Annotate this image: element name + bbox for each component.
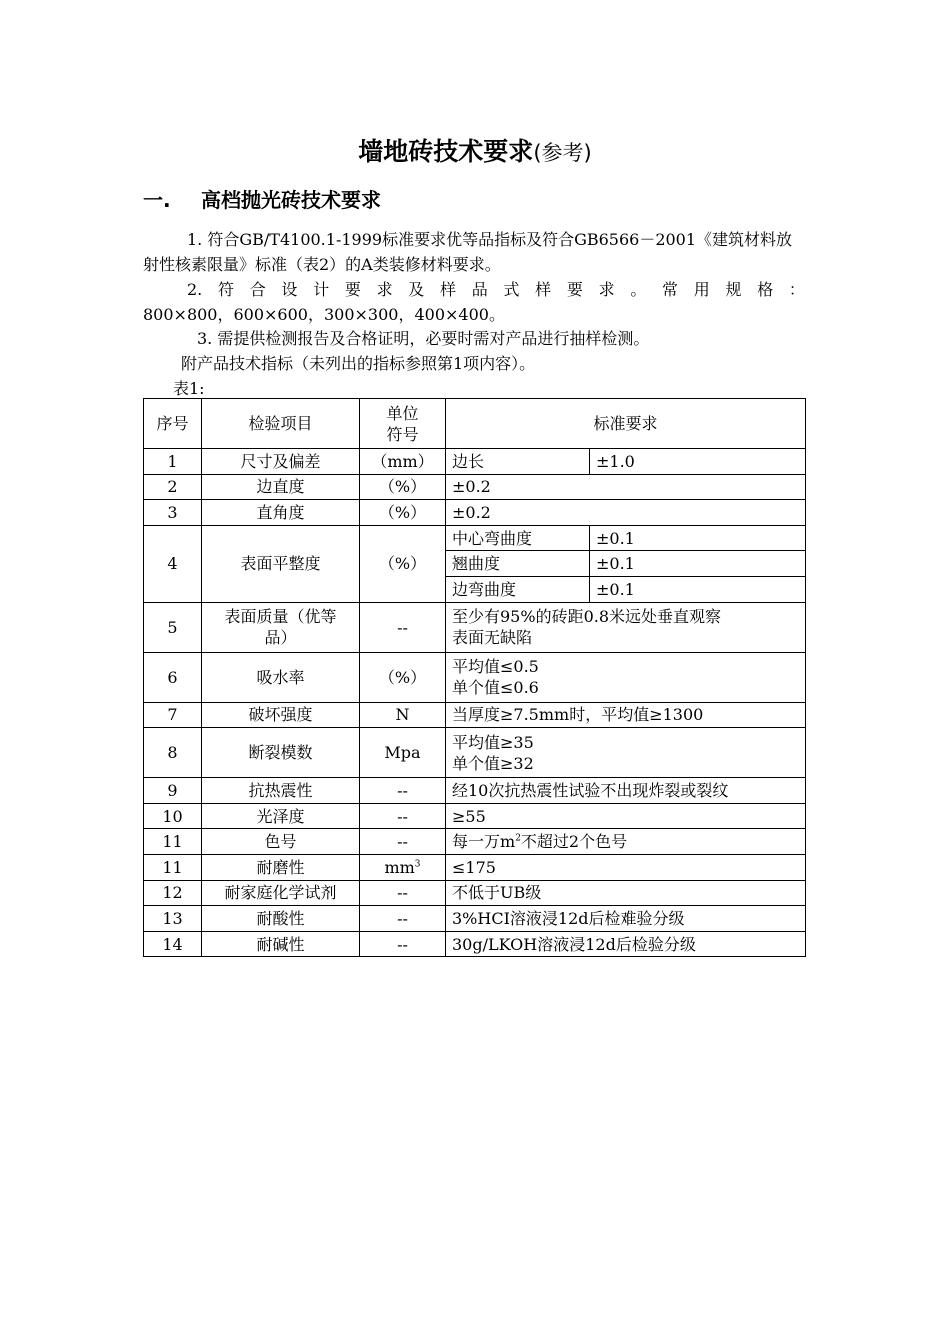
document-title bbox=[0, 132, 950, 173]
cell-unit: （%） bbox=[360, 525, 446, 602]
paragraph-2 bbox=[143, 277, 805, 327]
table-row bbox=[144, 829, 806, 855]
cell-no: 9 bbox=[144, 778, 202, 804]
cell-no: 14 bbox=[144, 931, 202, 957]
table-row bbox=[144, 652, 806, 702]
p2-char: 设 bbox=[281, 280, 298, 299]
cell-unit: -- bbox=[360, 880, 446, 906]
cell-no: 5 bbox=[144, 602, 202, 652]
cell-unit: -- bbox=[360, 931, 446, 957]
cell-sub: 边长 bbox=[446, 449, 590, 475]
cell-req-post: 不超过2个色号 bbox=[520, 832, 628, 852]
header-unit-line2: 符号 bbox=[386, 424, 419, 444]
p2-char: 符 bbox=[217, 280, 234, 299]
cell-item: 耐家庭化学试剂 bbox=[202, 880, 360, 906]
cell-req-line2: 单个值≥32 bbox=[452, 753, 534, 773]
cell-item: 表面平整度 bbox=[202, 525, 360, 602]
cell-no: 7 bbox=[144, 702, 202, 728]
title-sub: (参考) bbox=[533, 141, 592, 165]
cell-no: 6 bbox=[144, 652, 202, 702]
header-req: 标准要求 bbox=[446, 399, 806, 449]
cell-item: 耐磨性 bbox=[202, 854, 360, 880]
table-row bbox=[144, 854, 806, 880]
cell-no: 12 bbox=[144, 880, 202, 906]
header-no: 序号 bbox=[144, 399, 202, 449]
paragraph-2-line-2: 800×800，600×600，300×300，400×400。 bbox=[143, 305, 505, 324]
p2-char: 样 bbox=[440, 280, 457, 299]
paragraph-2-line-1 bbox=[143, 277, 805, 302]
table-row bbox=[144, 728, 806, 778]
cell-req: 经10次抗热震性试验不出现炸裂或裂纹 bbox=[446, 778, 806, 804]
cell-req: ≤175 bbox=[446, 854, 806, 880]
cell-req: 当厚度≥7.5mm时，平均值≥1300 bbox=[446, 702, 806, 728]
header-unit-line1: 单位 bbox=[386, 403, 419, 423]
cell-unit: -- bbox=[360, 829, 446, 855]
p2-char: 要 bbox=[566, 280, 583, 299]
cell-unit: -- bbox=[360, 778, 446, 804]
p2-char: 格 bbox=[757, 280, 774, 299]
cell-item: 光泽度 bbox=[202, 803, 360, 829]
cell-no: 13 bbox=[144, 906, 202, 932]
header-item: 检验项目 bbox=[202, 399, 360, 449]
cell-no: 8 bbox=[144, 728, 202, 778]
paragraph-1: 1. 符合GB/T4100.1-1999标准要求优等品指标及符合GB6566－2001《建筑材料放射性核素限量》标准（表2）的A类装修材料要求。 bbox=[143, 230, 793, 274]
table-row bbox=[144, 906, 806, 932]
table-row bbox=[144, 931, 806, 957]
cell-req: 3%HCI溶液浸12d后检难验分级 bbox=[446, 906, 806, 932]
cell-req: ≥55 bbox=[446, 803, 806, 829]
cell-req bbox=[446, 602, 806, 652]
cell-unit bbox=[360, 854, 446, 880]
cell-req-sup: 2 bbox=[515, 833, 521, 844]
cell-no: 11 bbox=[144, 829, 202, 855]
cell-item-line2: 品） bbox=[264, 628, 297, 648]
cell-req-line2: 单个值≤0.6 bbox=[452, 678, 539, 698]
cell-no: 10 bbox=[144, 803, 202, 829]
cell-unit-pre: mm bbox=[384, 857, 415, 877]
cell-item-line1: 表面质量（优等 bbox=[224, 607, 337, 627]
cell-req bbox=[446, 728, 806, 778]
p2-char: 品 bbox=[471, 280, 488, 299]
p2-char: 用 bbox=[693, 280, 710, 299]
cell-item: 耐酸性 bbox=[202, 906, 360, 932]
table-row bbox=[144, 449, 806, 475]
table-row bbox=[144, 702, 806, 728]
cell-no: 1 bbox=[144, 449, 202, 475]
cell-req: 30g/LKOH溶液浸12d后检验分级 bbox=[446, 931, 806, 957]
p2-char: 常 bbox=[662, 280, 679, 299]
cell-unit: （%） bbox=[360, 652, 446, 702]
cell-req-line1: 平均值≥35 bbox=[452, 732, 534, 752]
p2-char: ： bbox=[788, 280, 805, 299]
section-heading bbox=[143, 184, 381, 216]
cell-no: 4 bbox=[144, 525, 202, 602]
table-row bbox=[144, 500, 806, 526]
table-header-row bbox=[144, 399, 806, 449]
cell-val: ±1.0 bbox=[590, 449, 806, 475]
table-row bbox=[144, 474, 806, 500]
p2-char: 式 bbox=[503, 280, 520, 299]
cell-req: ±0.2 bbox=[446, 474, 806, 500]
cell-unit: -- bbox=[360, 602, 446, 652]
cell-item bbox=[202, 602, 360, 652]
cell-req-line2: 表面无缺陷 bbox=[452, 628, 533, 648]
cell-item: 尺寸及偏差 bbox=[202, 449, 360, 475]
table-row bbox=[144, 778, 806, 804]
table-caption: 表1: bbox=[173, 379, 205, 398]
p2-char: 要 bbox=[344, 280, 361, 299]
cell-sub: 翘曲度 bbox=[446, 551, 590, 577]
cell-sub: 边弯曲度 bbox=[446, 576, 590, 602]
cell-req-line1: 平均值≤0.5 bbox=[452, 657, 539, 677]
cell-item: 破坏强度 bbox=[202, 702, 360, 728]
p2-char: 求 bbox=[598, 280, 615, 299]
table-row bbox=[144, 803, 806, 829]
cell-item: 断裂模数 bbox=[202, 728, 360, 778]
p2-char: 合 bbox=[249, 280, 266, 299]
cell-no: 2 bbox=[144, 474, 202, 500]
header-unit bbox=[360, 399, 446, 449]
cell-val: ±0.1 bbox=[590, 551, 806, 577]
cell-item: 吸水率 bbox=[202, 652, 360, 702]
cell-unit: （%） bbox=[360, 500, 446, 526]
spec-table bbox=[143, 398, 806, 957]
section-title: 高档抛光砖技术要求 bbox=[201, 188, 381, 212]
cell-unit: -- bbox=[360, 803, 446, 829]
cell-val: ±0.1 bbox=[590, 576, 806, 602]
p2-char: 样 bbox=[535, 280, 552, 299]
p2-char: 。 bbox=[630, 280, 647, 299]
cell-val: ±0.1 bbox=[590, 525, 806, 551]
cell-item: 边直度 bbox=[202, 474, 360, 500]
cell-req: 不低于UB级 bbox=[446, 880, 806, 906]
table-row bbox=[144, 525, 806, 551]
p2-char: 2. bbox=[187, 280, 203, 299]
cell-unit: Mpa bbox=[360, 728, 446, 778]
cell-item: 直角度 bbox=[202, 500, 360, 526]
cell-unit: N bbox=[360, 702, 446, 728]
table-row bbox=[144, 880, 806, 906]
cell-item: 色号 bbox=[202, 829, 360, 855]
cell-sub: 中心弯曲度 bbox=[446, 525, 590, 551]
cell-no: 3 bbox=[144, 500, 202, 526]
cell-no: 11 bbox=[144, 854, 202, 880]
title-main: 墙地砖技术要求 bbox=[358, 137, 534, 166]
paragraph-3: 3. 需提供检测报告及合格证明，必要时需对产品进行抽样检测。 bbox=[197, 329, 650, 348]
cell-req bbox=[446, 652, 806, 702]
cell-unit-sup: 3 bbox=[414, 859, 421, 870]
p2-char: 规 bbox=[725, 280, 742, 299]
p2-char: 及 bbox=[408, 280, 425, 299]
paragraph-4: 附产品技术指标（未列出的指标参照第1项内容）。 bbox=[181, 354, 536, 373]
cell-req-line1: 至少有95%的砖距0.8米远处垂直观察 bbox=[452, 607, 722, 627]
cell-req-pre: 每一万m bbox=[452, 832, 516, 852]
cell-item: 耐碱性 bbox=[202, 931, 360, 957]
section-number: 一. bbox=[143, 188, 171, 212]
cell-unit: -- bbox=[360, 906, 446, 932]
cell-unit: （%） bbox=[360, 474, 446, 500]
p2-char: 计 bbox=[313, 280, 330, 299]
cell-req bbox=[446, 829, 806, 855]
cell-unit: （mm） bbox=[360, 449, 446, 475]
p2-char: 求 bbox=[376, 280, 393, 299]
table-row bbox=[144, 602, 806, 652]
cell-req: ±0.2 bbox=[446, 500, 806, 526]
cell-item: 抗热震性 bbox=[202, 778, 360, 804]
